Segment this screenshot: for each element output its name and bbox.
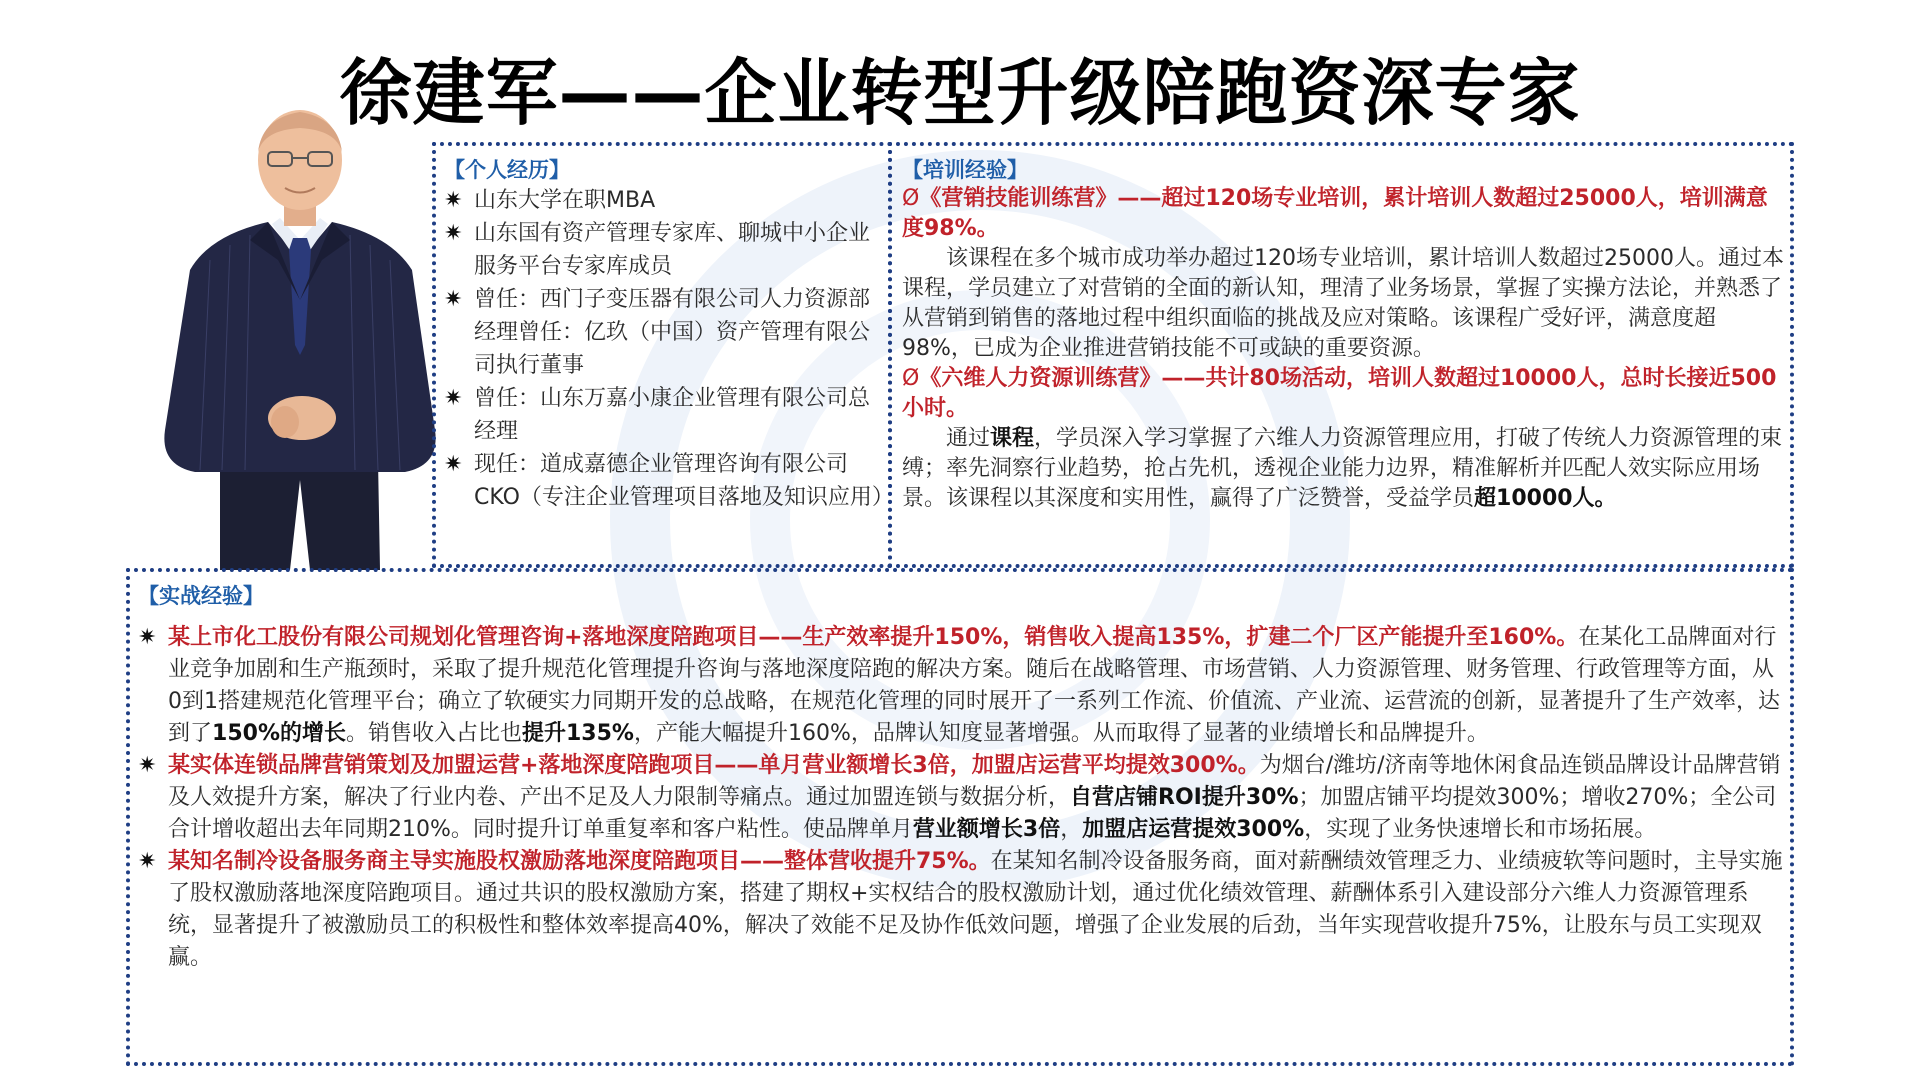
course-title-text: 《六维人力资源训练营》——共计80场活动，培训人数超过10000人，总时长接近500小时。: [902, 366, 1777, 421]
project-bold: 150%的增长: [212, 721, 346, 746]
bullet-icon: ✷: [138, 849, 157, 874]
project-text: 在某知名制冷设备服务商，面对薪酬绩效管理乏力、业绩疲软等问题时，主导实施了股权激励落地深度陪跑项目。通过共识的股权激励方案，搭建了期权+实权结合的股权激励计划，通过优化绩效管理、薪酬体系引入建设部分六维人力资源管理系统，显著提升了被激励员工的积极性和整体效率提高40%，解决了效能不足及协作低效问题，增强了企业发展的后劲，当年实现营收提升75%，让股东与员工实现双赢。: [168, 849, 1783, 970]
practice-heading: 【实战经验】: [138, 584, 264, 608]
personal-item: [444, 283, 884, 382]
project-bold: 营业额增长3倍: [912, 817, 1061, 842]
practical-experience-panel: [126, 568, 1794, 1066]
project-bold: 提升135%: [522, 721, 634, 746]
project-text: 在某化工品牌面对行业竞争加剧和生产瓶颈时，采取了提升规范化管理提升咨询与落地深度陪跑的解决方案。随后在战略管理、市场营销、人力资源管理、财务管理、行政管理等方面，从0到1搭建规范化管理平台；确立了软硬实力同期开发的总战略，在规范化管理的同时展开了一系列工作流、价值流、产业流、运营流的创新，显著提升了生产效率，达到了: [168, 625, 1780, 746]
personal-item: [444, 184, 884, 217]
personal-item: [444, 217, 884, 283]
project-highlight: 某实体连锁品牌营销策划及加盟运营+落地深度陪跑项目——单月营业额增长3倍，加盟店运营平均提效300%。: [168, 753, 1260, 778]
project-text: 。销售收入占比也: [345, 721, 522, 746]
personal-item-text: 山东国有资产管理专家库、聊城中小企业服务平台专家库成员: [474, 221, 871, 279]
project-bold: 加盟店运营提效300%: [1082, 817, 1305, 842]
course-title: [902, 364, 1784, 424]
desc-text: ，学员深入学习掌握了六维人力资源管理应用，打破了传统人力资源管理的束缚；率先洞察行业趋势，抢占先机，透视企业能力边界，精准解析并匹配人效实际应用场景。该课程以其深度和实用性，赢得了广泛赞誉，受益学员: [902, 426, 1783, 511]
bullet-icon: ✷: [444, 221, 463, 246]
personal-item-text: 曾任：山东万嘉小康企业管理有限公司总经理: [474, 386, 871, 444]
project-highlight: 某上市化工股份有限公司规划化管理咨询+落地深度陪跑项目——生产效率提升150%，销售收入提高135%，扩建二个厂区产能提升至160%。: [168, 625, 1579, 650]
desc-text: 通过: [946, 426, 991, 451]
desc-bold: 超10000人。: [1474, 486, 1617, 511]
project-bold: 自营店铺ROI提升30%: [1070, 785, 1299, 810]
personal-item-text: 现任：道成嘉德企业管理咨询有限公司CKO（专注企业管理项目落地及知识应用）: [474, 452, 894, 510]
bullet-icon: ✷: [444, 386, 463, 411]
project-item: [138, 622, 1784, 750]
project-item: [138, 750, 1784, 846]
project-text: 为烟台/潍坊/济南等地休闲食品连锁品牌设计品牌营销及人效提升方案，解决了行业内卷、产出不足及人力限制等痛点。通过加盟连锁与数据分析，: [168, 753, 1781, 810]
project-item: [138, 846, 1784, 974]
bullet-icon: ✷: [444, 287, 463, 312]
course-description: 该课程在多个城市成功举办超过120场专业培训，累计培训人数超过25000人。通过本课程，学员建立了对营销的全面的新认知，理清了业务场景，掌握了实操方法论，并熟悉了从营销到销售的落地过程中组织面临的挑战及应对策略。该课程广受好评，满意度超98%，已成为企业推进营销技能不可或缺的重要资源。: [902, 246, 1784, 361]
bullet-icon: ✷: [138, 753, 157, 778]
portrait-photo: [150, 100, 450, 570]
project-text: ，: [1060, 817, 1083, 842]
personal-item: [444, 382, 884, 448]
project-text: ；加盟店铺平均提效300%；增收270%；全公司合计增收超出去年同期210%。同时提升订单重复率和客户粘性。使品牌单月: [168, 785, 1777, 842]
personal-heading: 【个人经历】: [444, 158, 570, 182]
personal-item: [444, 448, 894, 514]
course-title: [902, 184, 1784, 244]
project-highlight: 某知名制冷设备服务商主导实施股权激励落地深度陪跑项目——整体营收提升75%。: [168, 849, 991, 874]
training-heading: 【培训经验】: [902, 158, 1028, 182]
bullet-icon: ✷: [444, 188, 463, 213]
personal-item-text: 曾任：西门子变压器有限公司人力资源部经理曾任：亿玖（中国）资产管理有限公司执行董事: [474, 287, 871, 378]
bullet-icon: ✷: [138, 625, 157, 650]
desc-bold: 课程: [990, 426, 1035, 451]
project-text: ，实现了业务快速增长和市场拓展。: [1304, 817, 1657, 842]
training-experience-panel: [888, 142, 1794, 568]
arrow-bullet-icon: Ø: [902, 366, 920, 391]
personal-item-text: 山东大学在职MBA: [474, 188, 656, 213]
course-description: [902, 424, 1784, 514]
bullet-icon: ✷: [444, 452, 463, 477]
course-title-text: 《营销技能训练营》——超过120场专业培训，累计培训人数超过25000人，培训满意度98%。: [902, 186, 1768, 241]
project-text: ，产能大幅提升160%，品牌认知度显著增强。从而取得了显著的业绩增长和品牌提升。: [633, 721, 1489, 746]
arrow-bullet-icon: Ø: [902, 186, 920, 211]
page-title: 徐建军——企业转型升级陪跑资深专家: [339, 51, 1581, 135]
personal-experience-panel: [432, 142, 892, 568]
